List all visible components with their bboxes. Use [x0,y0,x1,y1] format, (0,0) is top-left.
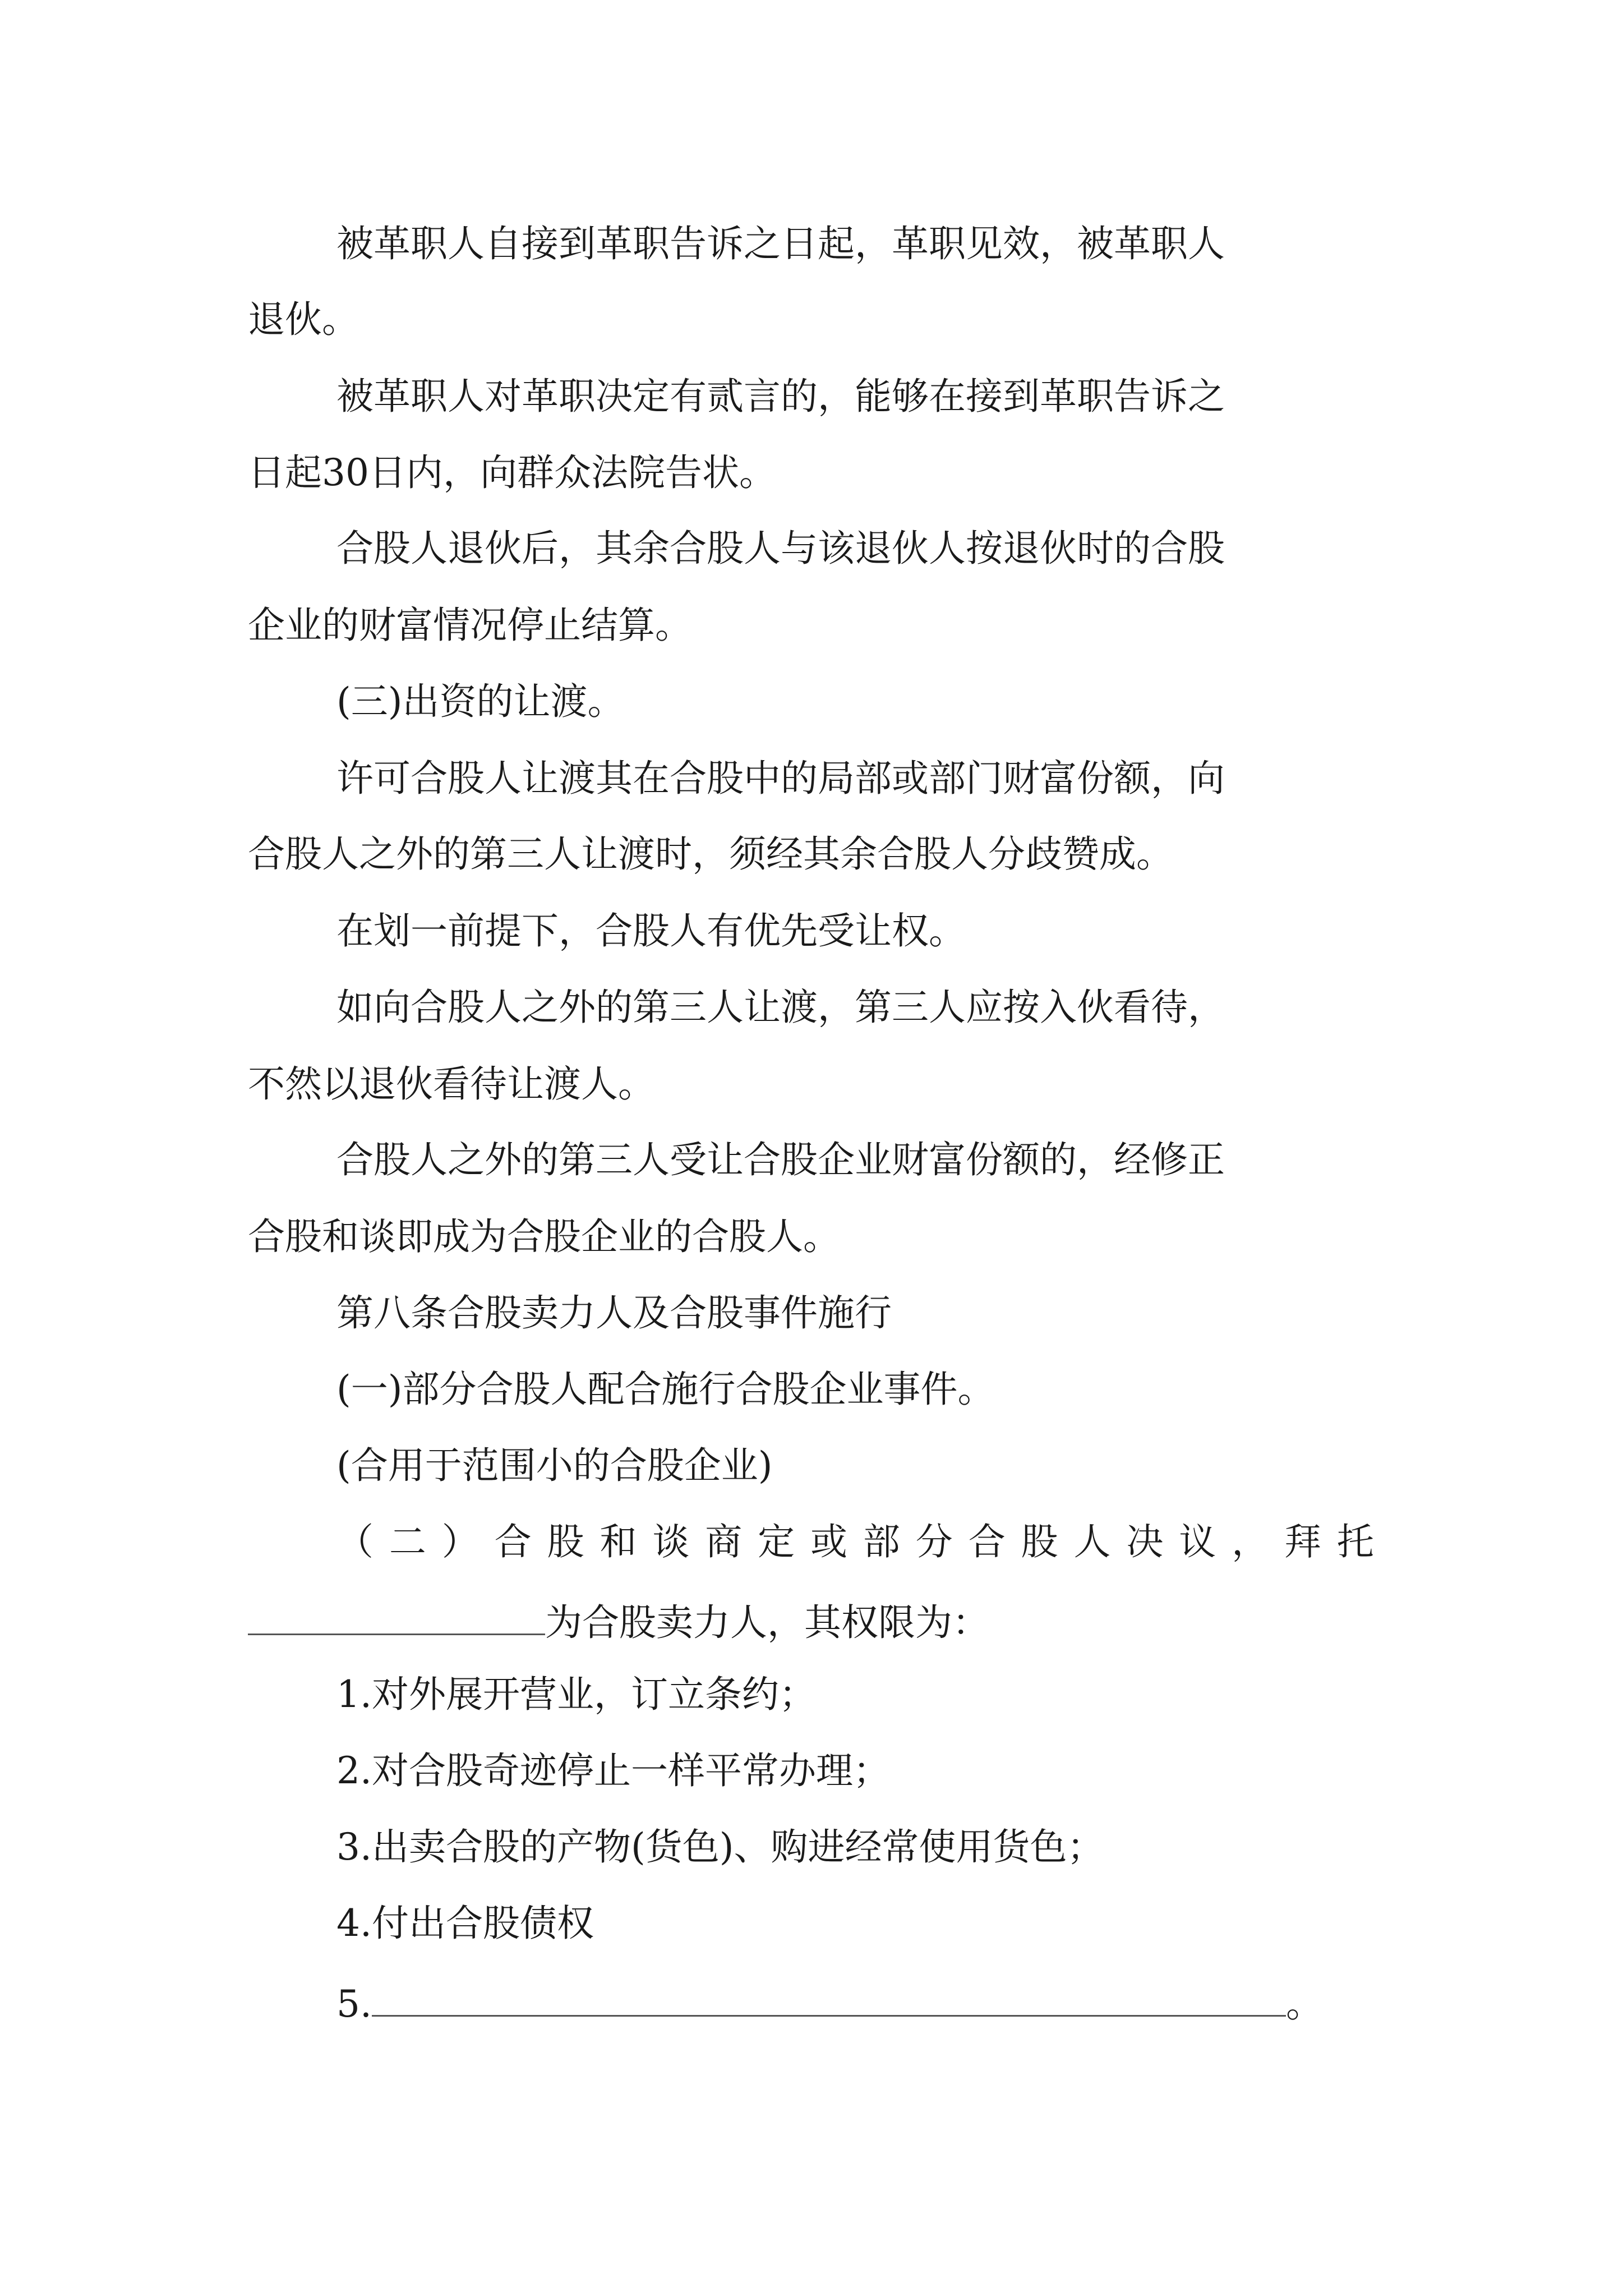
justified-char: 定 [758,1520,795,1563]
list-item-end: 。 [1285,1982,1323,2026]
list-item: 3.出卖合股的产物(货色)、购进经常使用货色； [336,1825,1104,1869]
justified-char: 拜 [1284,1520,1322,1563]
justified-char: 股 [1021,1520,1058,1563]
list-item: 1.对外展开营业，订立条约； [336,1673,816,1716]
paragraph-line: 被革职人对革职决定有贰言的，能够在接到革职告诉之 [336,375,1225,418]
paragraph-line: (一)部分合股人配合施行合股企业事件。 [336,1368,995,1411]
justified-char: 商 [705,1520,743,1563]
paragraph-line [336,1520,1374,1563]
list-item [336,1981,1323,2026]
justified-char: 分 [915,1520,953,1563]
justified-char: 股 [547,1520,584,1563]
list-item: 2.对合股奇迹停止一样平常办理； [336,1749,890,1792]
justified-char: 合 [494,1520,532,1563]
justified-char: 托 [1336,1520,1374,1563]
justified-char: 谈 [652,1520,690,1563]
justified-char: 议 [1179,1520,1216,1563]
paragraph-line: 不然以退伙看待让渡人。 [248,1062,655,1106]
paragraph-line: (合用于范围小的合股企业) [336,1444,773,1487]
list-item: 4.付出合股债权 [336,1902,594,1945]
section-heading: (三)出资的让渡。 [336,680,625,723]
article-heading: 第八条合股卖力人及合股事件施行 [336,1291,892,1335]
paragraph-line: 合股和谈即成为合股企业的合股人。 [248,1215,840,1258]
paragraph-line: 合股人之外的第三人让渡时，须经其余合股人分歧赞成。 [248,832,1173,876]
justified-char: 二 [389,1520,426,1563]
justified-char: 和 [600,1520,637,1563]
list-item-number: 5. [336,1982,372,2026]
paragraph-text: 为合股卖力人，其权限为： [545,1601,989,1644]
justified-char: 部 [863,1520,900,1563]
justified-char: 或 [810,1520,848,1563]
justified-char: 合 [968,1520,1006,1563]
paragraph-line: 企业的财富情况停止结算。 [248,604,692,647]
justified-char: ， [1232,1520,1269,1563]
paragraph-line: 许可合股人让渡其在合股中的局部或部门财富份额，向 [336,757,1225,800]
justified-char: 决 [1126,1520,1164,1563]
paragraph-line: 退伙。 [248,298,359,341]
justified-char: ） [441,1520,479,1563]
fill-in-blank[interactable] [248,1600,545,1635]
paragraph-line: 被革职人自接到革职告诉之日起，革职见效，被革职人 [336,222,1225,265]
justified-char: 人 [1073,1520,1111,1563]
paragraph-line: 如向合股人之外的第三人让渡，第三人应按入伙看待， [336,986,1225,1029]
fill-in-blank[interactable] [372,1981,1286,2017]
paragraph-line: 日起30日内，向群众法院告状。 [248,451,776,494]
paragraph-line: 合股人退伙后，其余合股人与该退伙人按退伙时的合股 [336,527,1225,570]
justified-char: （ [336,1520,374,1563]
paragraph-line: 在划一前提下，合股人有优先受让权。 [336,909,966,953]
paragraph-line [248,1600,989,1644]
paragraph-line: 合股人之外的第三人受让合股企业财富份额的，经修正 [336,1138,1225,1181]
